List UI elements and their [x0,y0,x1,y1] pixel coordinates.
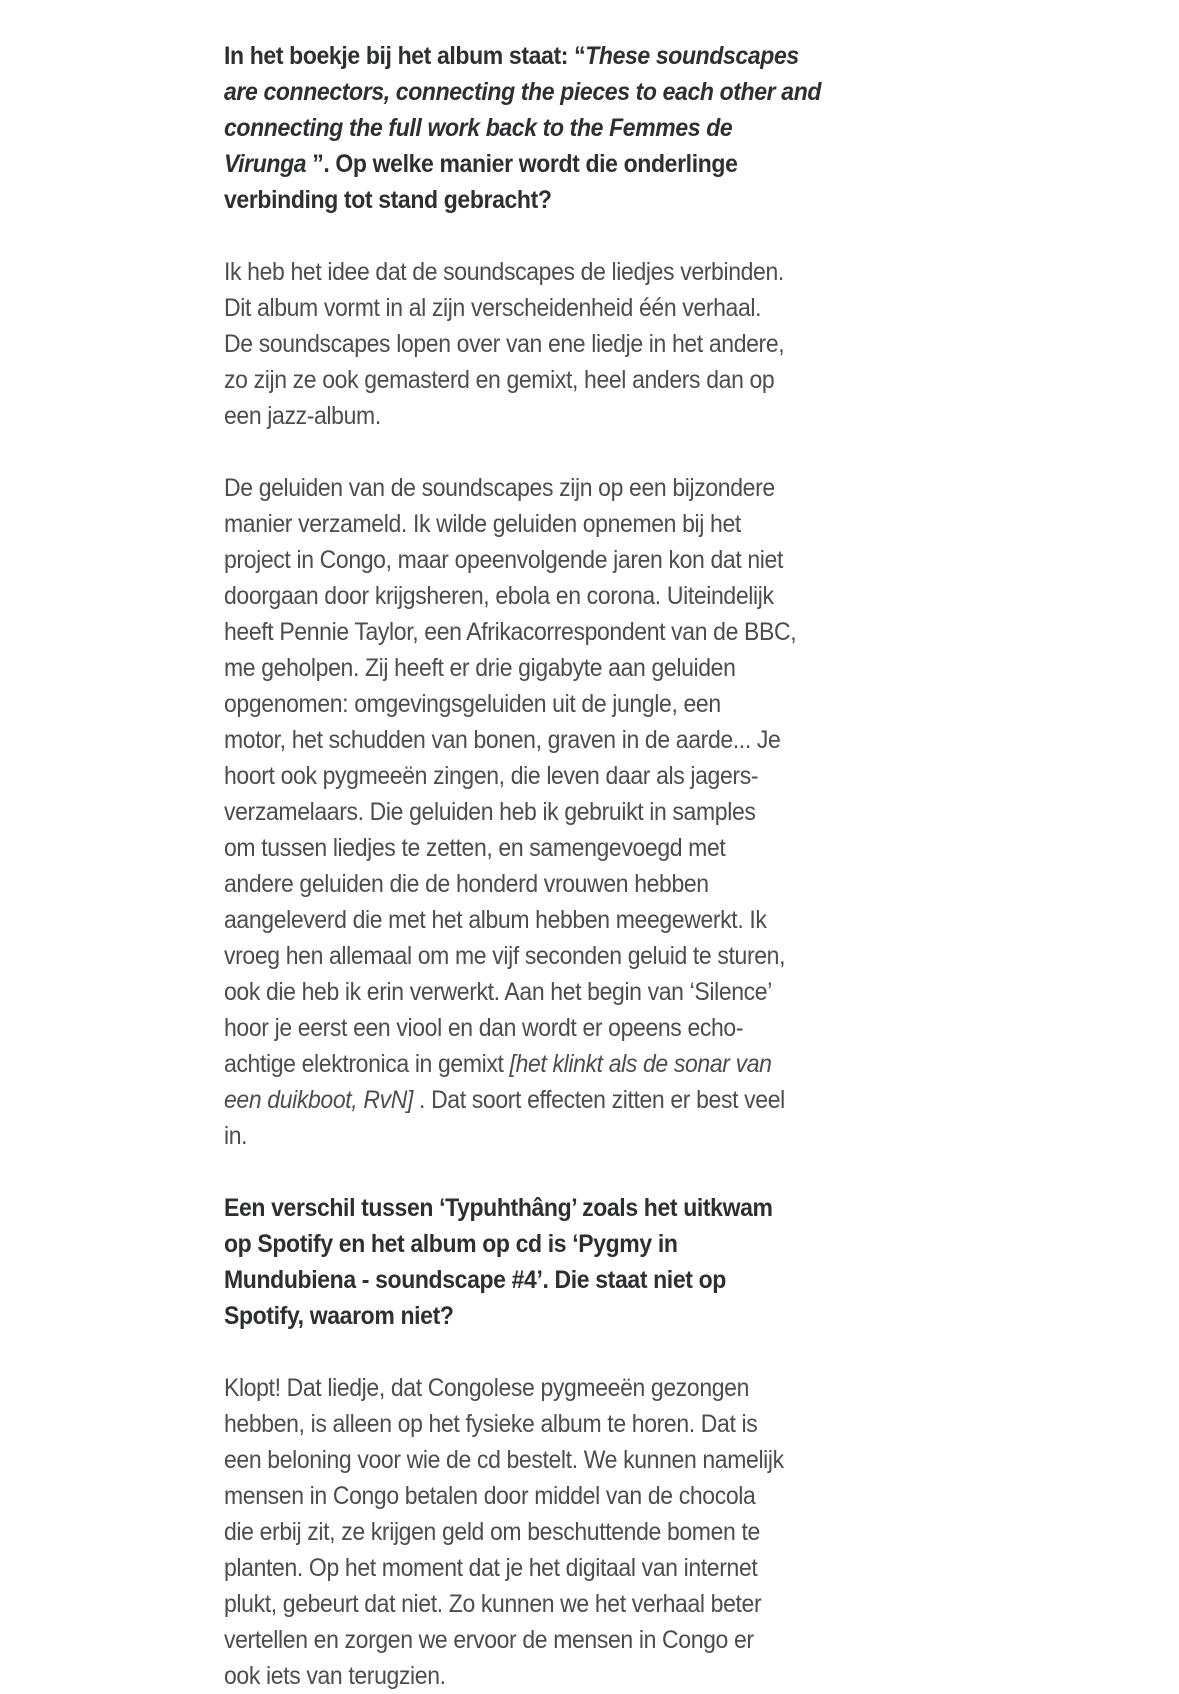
text-segment: project in Congo, maar opeenvolgende jaren kon dat niet [224,546,783,574]
text-segment: opgenomen: omgevingsgeluiden uit de jungle, een [224,690,721,718]
text-segment: Een verschil tussen ‘Typuhthâng’ zoals het uitkwam [224,1194,773,1222]
text-line [224,974,776,1010]
text-line [224,1478,776,1514]
text-segment: in. [224,1122,248,1150]
text-segment: Spotify, waarom niet? [224,1302,454,1330]
text-segment: Klopt! Dat liedje, dat Congolese pygmeeën gezongen [224,1374,750,1402]
paragraph-1-question [224,38,824,218]
text-segment: hoor je eerst een viool en dan wordt er opeens echo- [224,1014,744,1042]
text-line [224,290,776,326]
text-line [224,1370,776,1406]
text-line [224,1118,776,1154]
text-segment: connecting the full work back to the Femmes de [224,114,733,142]
text-line [224,506,776,542]
paragraph-2-answer [224,254,824,434]
text-segment: mensen in Congo betalen door middel van de chocola [224,1482,756,1510]
text-line [224,578,776,614]
text-segment: These soundscapes [585,42,799,70]
text-line [224,1658,776,1694]
text-line [224,686,776,722]
text-segment: hebben, is alleen op het fysieke album te horen. Dat is [224,1410,758,1438]
text-line [224,326,785,362]
text-line [224,722,781,758]
text-segment: me geholpen. Zij heeft er drie gigabyte aan geluiden [224,654,736,682]
text-segment: ”. Op welke manier wordt die onderlinge [306,150,738,178]
text-segment: In het boekje bij het album staat: “ [224,42,586,70]
text-line [224,146,776,182]
text-line [224,1082,785,1118]
text-line [224,902,776,938]
text-line [224,938,786,974]
text-line [224,1442,784,1478]
text-segment: Ik heb het idee dat de soundscapes de liedjes verbinden. [224,258,784,286]
text-segment: manier verzameld. Ik wilde geluiden opnemen bij het [224,510,741,538]
text-segment: Mundubiena - soundscape #4’. Die staat niet op [224,1266,726,1294]
text-segment: doorgaan door krijgsheren, ebola en corona. Uiteindelijk [224,582,774,610]
text-line [224,1010,776,1046]
text-line [224,758,776,794]
text-segment: een jazz-album. [224,402,381,430]
text-line [224,830,776,866]
text-line [224,362,776,398]
text-line [224,74,822,110]
text-line [224,542,783,578]
text-line [224,866,776,902]
text-line [224,1298,776,1334]
text-line [224,1514,776,1550]
article-text-column [224,38,824,1694]
text-line [224,1262,776,1298]
text-segment: are connectors, connecting the pieces to each other and [224,78,822,106]
text-segment: heeft Pennie Taylor, een Afrikacorrespondent van de BBC, [224,618,797,646]
text-segment: die erbij zit, ze krijgen geld om beschuttende bomen te [224,1518,760,1546]
text-segment: plukt, gebeurt dat niet. Zo kunnen we het verhaal beter [224,1590,762,1618]
text-line [224,1046,776,1082]
text-segment: motor, het schudden van bonen, graven in de aarde... Je [224,726,781,754]
text-line [224,1586,776,1622]
text-segment: vroeg hen allemaal om me vijf seconden geluid te sturen, [224,942,786,970]
text-segment: zo zijn ze ook gemasterd en gemixt, heel anders dan op [224,366,775,394]
text-line [224,1622,776,1658]
text-segment: hoort ook pygmeeën zingen, die leven daar als jagers- [224,762,759,790]
text-line [224,1406,776,1442]
text-segment: achtige elektronica in gemixt [224,1050,510,1078]
text-segment: Dit album vormt in al zijn verscheidenheid één verhaal. [224,294,762,322]
text-segment: andere geluiden die de honderd vrouwen hebben [224,870,709,898]
text-segment: ook die heb ik erin verwerkt. Aan het begin van ‘Silence’ [224,978,772,1006]
text-segment: aangeleverd die met het album hebben meegewerkt. Ik [224,906,767,934]
text-line [224,470,776,506]
text-segment: vertellen en zorgen we ervoor de mensen in Congo er [224,1626,754,1654]
text-line [224,650,776,686]
text-segment: De soundscapes lopen over van ene liedje in het andere, [224,330,785,358]
text-line [224,254,784,290]
paragraph-3-answer [224,470,824,1154]
text-segment: planten. Op het moment dat je het digitaal van internet [224,1554,758,1582]
text-segment: ook iets van terugzien. [224,1662,446,1690]
text-line [224,182,776,218]
text-segment: verzamelaars. Die geluiden heb ik gebruikt in samples [224,798,756,826]
text-line [224,794,776,830]
text-segment: verbinding tot stand gebracht? [224,186,552,214]
text-line [224,1226,776,1262]
text-line [224,38,799,74]
text-line [224,1190,776,1226]
text-segment: . Dat soort effecten zitten er best veel [413,1086,785,1114]
text-segment: een duikboot, RvN] [224,1086,414,1114]
paragraph-4-question [224,1190,824,1334]
text-line [224,614,797,650]
text-segment: een beloning voor wie de cd bestelt. We kunnen namelijk [224,1446,784,1474]
text-line [224,110,776,146]
text-segment: [het klinkt als de sonar van [509,1050,772,1078]
text-line [224,398,776,434]
text-segment: op Spotify en het album op cd is ‘Pygmy in [224,1230,678,1258]
paragraph-5-answer [224,1370,824,1694]
text-line [224,1550,776,1586]
text-segment: De geluiden van de soundscapes zijn op een bijzondere [224,474,775,502]
text-segment: om tussen liedjes te zetten, en samengevoegd met [224,834,726,862]
text-segment: Virunga [224,150,307,178]
